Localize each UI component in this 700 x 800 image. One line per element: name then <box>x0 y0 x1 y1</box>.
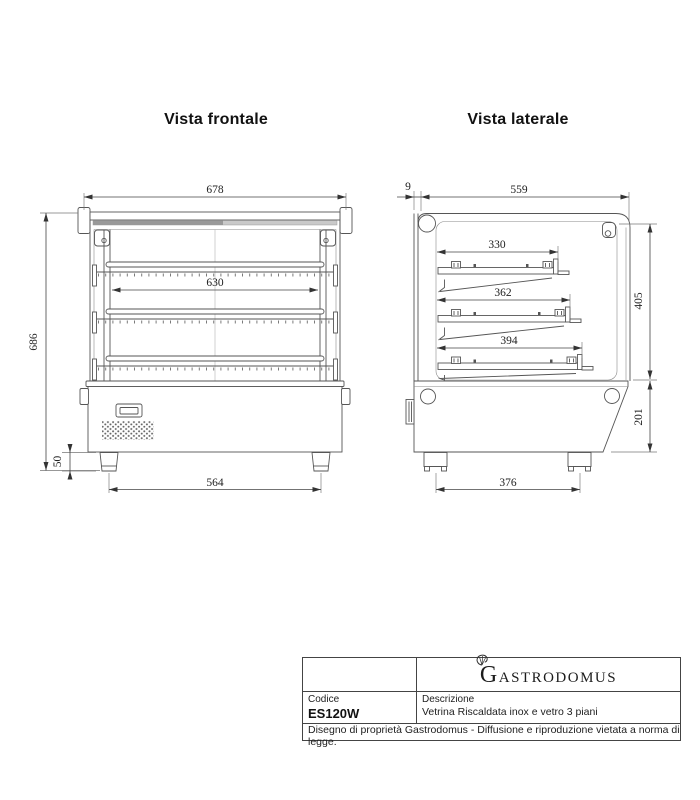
front-vent-grille <box>102 421 154 440</box>
dim-front-inner-width: 630 <box>206 277 224 289</box>
codice-cell <box>303 691 417 723</box>
front-top-bar <box>90 212 340 220</box>
front-corner-bracket-right <box>321 230 336 246</box>
front-corner-bracket-left <box>95 230 110 246</box>
side-foot-right <box>568 453 591 472</box>
front-foot-left <box>100 453 118 472</box>
side-top-roller <box>419 215 436 232</box>
side-shelf-3 <box>438 355 593 381</box>
dim-side-shelf3-depth: 394 <box>500 335 518 347</box>
dim-front-feet-spacing: 564 <box>206 477 224 489</box>
brand-initial: G <box>479 661 499 688</box>
side-inner-chamber <box>436 222 617 381</box>
dim-side-shelf2-depth: 362 <box>494 287 512 299</box>
front-view-title: Vista frontale <box>164 111 268 128</box>
brand-logo <box>417 658 680 691</box>
front-glass-edge-dark <box>93 221 223 226</box>
dim-front-total-height: 686 <box>28 333 40 351</box>
side-lamp-bracket <box>603 223 616 238</box>
dim-side-back-offset: 9 <box>405 181 411 193</box>
front-base-body <box>88 387 342 453</box>
front-top-cap-right <box>340 208 352 234</box>
front-view-drawing <box>28 184 352 493</box>
side-base-body <box>414 381 628 452</box>
side-view-drawing <box>397 181 657 493</box>
shell-icon <box>475 654 489 670</box>
side-back-bracket <box>406 400 414 425</box>
dim-front-total-width: 678 <box>206 184 224 196</box>
front-foot-right <box>312 453 330 472</box>
title-block <box>302 657 681 748</box>
descrizione-label: Descrizione <box>422 694 475 705</box>
front-counter-edge <box>86 381 344 387</box>
descrizione-value: Vetrina Riscaldata inox e vetro 3 piani <box>422 706 598 718</box>
dim-front-foot-height: 50 <box>52 455 64 468</box>
dim-side-base-height: 201 <box>633 408 645 426</box>
legal-notice: Disegno di proprietà Gastrodomus - Diffusione e riproduzione vietata a norma di legge. <box>303 723 680 748</box>
side-back-panel <box>414 214 418 382</box>
codice-label: Codice <box>308 694 340 705</box>
dim-side-shelf1-depth: 330 <box>488 239 506 251</box>
front-side-tab-right <box>342 389 351 405</box>
front-top-cap-left <box>78 208 90 234</box>
dim-side-total-depth: 559 <box>510 184 528 196</box>
front-side-tab-left <box>80 389 89 405</box>
side-foot-left <box>424 453 447 472</box>
side-view-title: Vista laterale <box>467 111 569 128</box>
title-block-empty-cell <box>303 658 417 691</box>
dim-side-upper-height: 405 <box>633 292 645 310</box>
side-canopy <box>418 214 630 382</box>
descrizione-cell <box>417 691 680 723</box>
dim-side-feet-spacing: 376 <box>499 477 517 489</box>
brand-name: ASTRODOMUS <box>498 669 618 686</box>
codice-value: ES120W <box>308 706 360 721</box>
